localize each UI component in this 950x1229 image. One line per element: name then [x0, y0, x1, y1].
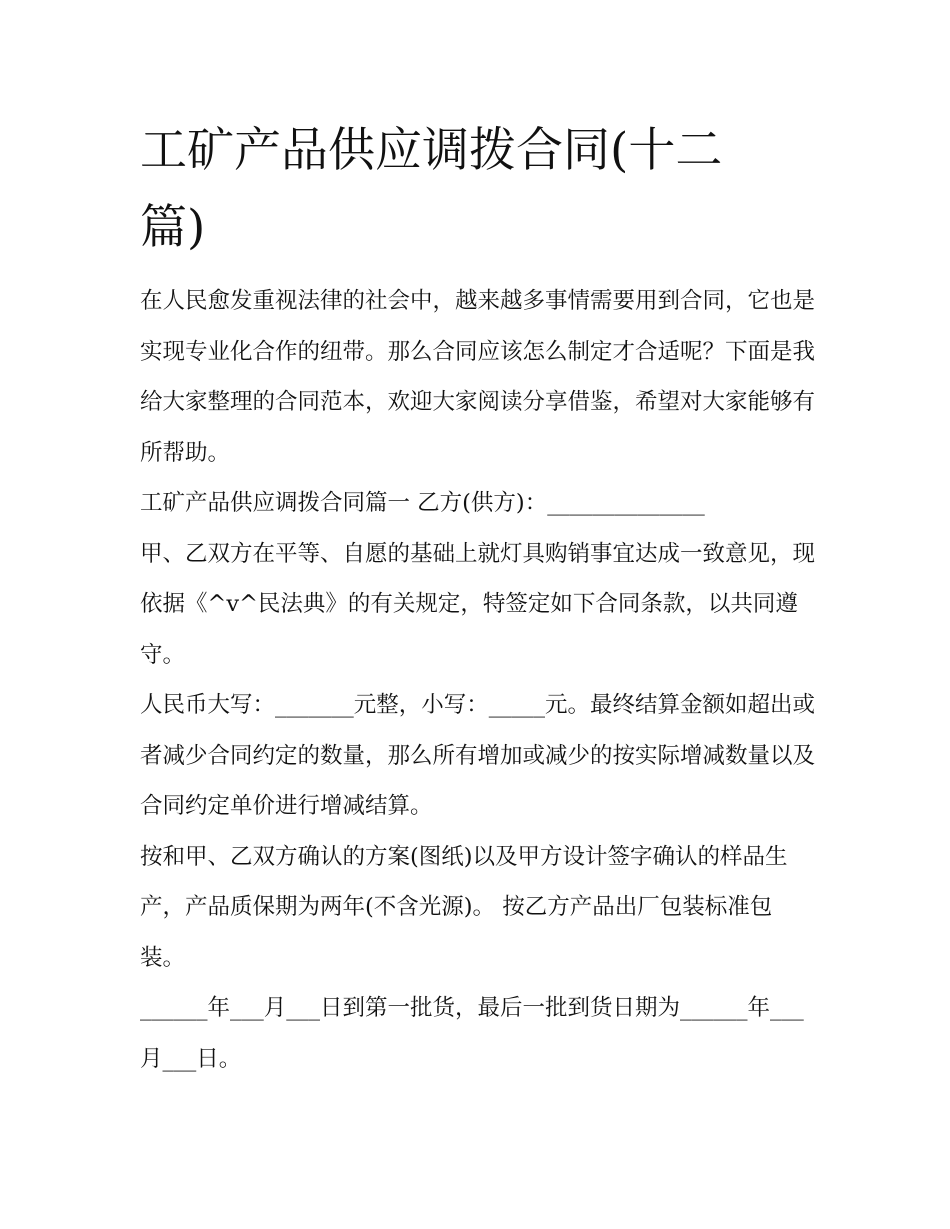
agreement-paragraph: 甲、乙双方在平等、自愿的基础上就灯具购销事宜达成一致意见，现依据《^v^民法典》的有关规定，特签定如下合同条款，以共同遵守。	[140, 540, 816, 668]
intro-paragraph: 在人民愈发重视法律的社会中，越来越多事情需要用到合同，它也是实现专业化合作的纽带。那么合同应该怎么制定才合适呢？下面是我给大家整理的合同范本，欢迎大家阅读分享借鉴，希望对大家能够有所帮助。	[140, 288, 816, 466]
amount-paragraph: 人民币大写：_______元整，小写：_____元。最终结算金额如超出或者减少合同约定的数量，那么所有增加或减少的按实际增减数量以及合同约定单价进行增减结算。	[140, 692, 816, 819]
section-heading-paragraph: 工矿产品供应调拨合同篇一 乙方(供方)：______________	[140, 490, 705, 516]
quality-paragraph: 按和甲、乙双方确认的方案(图纸)以及甲方设计签字确认的样品生产，产品质保期为两年(不含光源)。 按乙方产品出厂包装标准包装。	[140, 843, 788, 971]
document-body	[140, 276, 815, 1084]
delivery-date-paragraph: ______年___月___日到第一批货，最后一批到货日期为______年___月___日。	[140, 995, 804, 1072]
document-title: 工矿产品供应调拨合同(十二篇)	[140, 123, 723, 255]
